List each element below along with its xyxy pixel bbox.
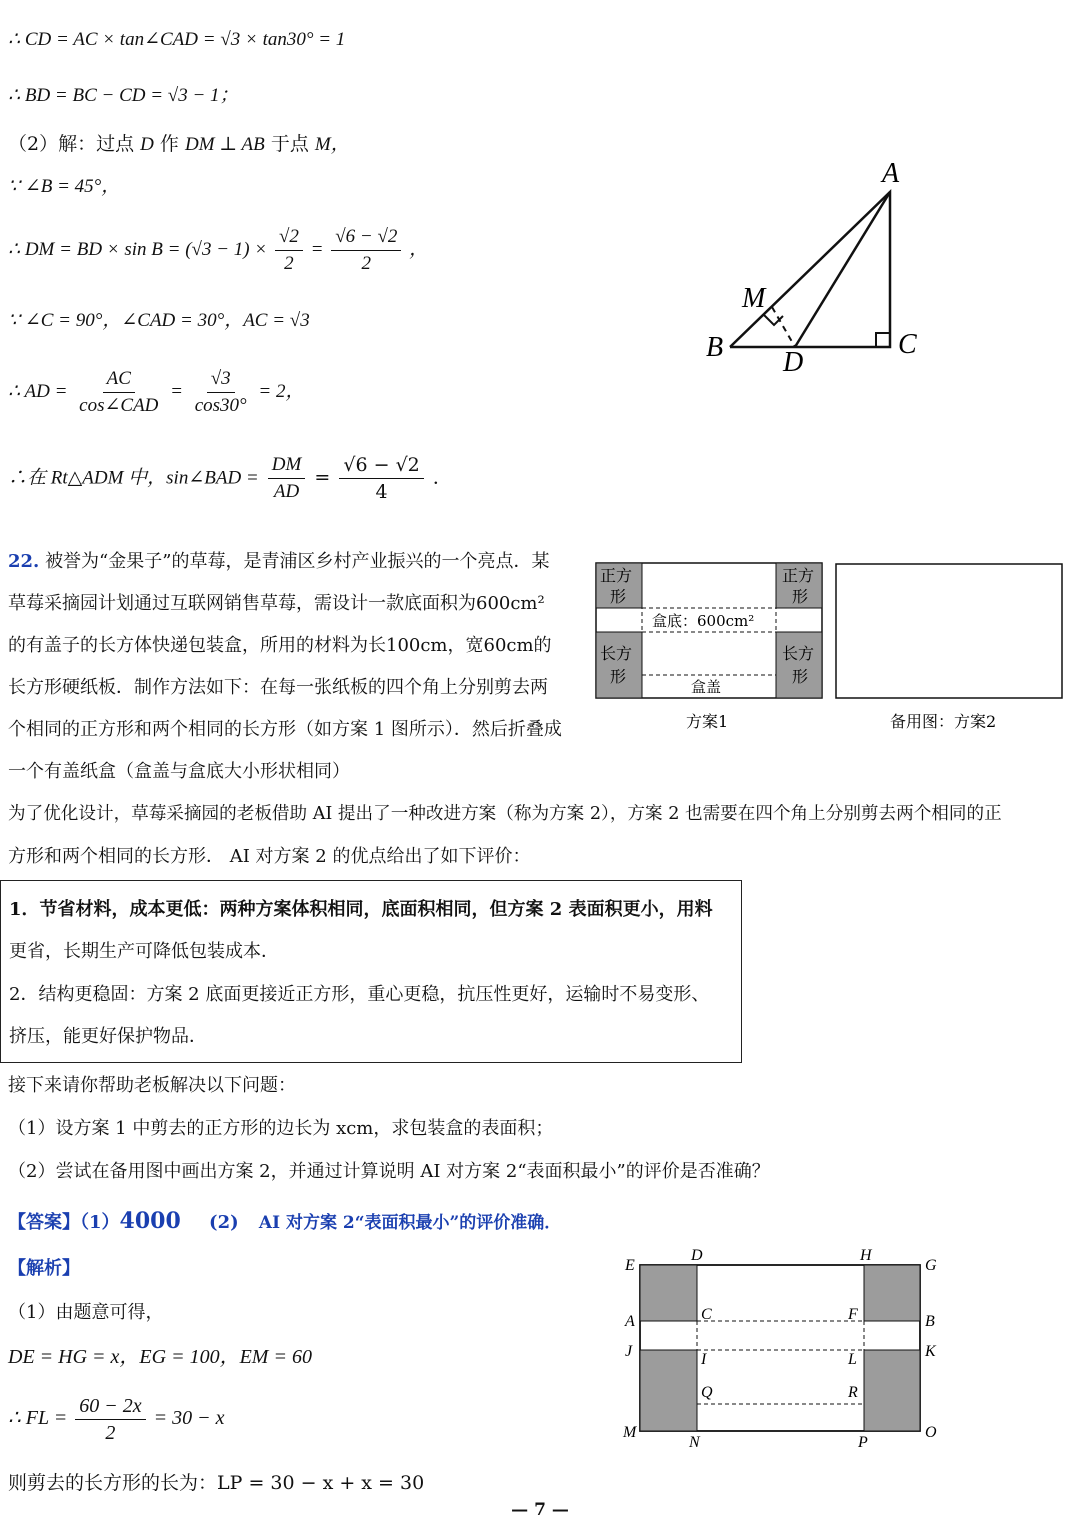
label-square-tl-2: 形: [610, 587, 627, 606]
box-line-0: [9, 889, 734, 931]
q22-wide-2: 方形和两个相同的长方形． AI 对方案 2 的优点给出了如下评价：: [8, 846, 531, 867]
answer-part2: (2): [209, 1212, 239, 1233]
q22-line-3: 长方形硬纸板．制作方法如下：在每一张纸板的四个角上分别剪去两: [8, 677, 548, 698]
box-text: 1．节省材料，成本更低：两种方案体积相同，底面积相同，但方案 2 表面积更小，用料: [9, 899, 713, 920]
cut-rect-bottom-right: [864, 1350, 920, 1431]
frac-sqrt3-over-cos30: [191, 366, 251, 419]
frac-num: √6 − √2: [339, 452, 423, 479]
label-m: M: [623, 1424, 637, 1441]
analysis-line-4: 则剪去的长方形的长为：LP = 30 − x + x = 30: [8, 1472, 425, 1494]
line-cd: ∴ CD = AC × tan∠CAD = √3 × tan30° = 1: [8, 29, 346, 50]
sub2-head: （2）解：过点: [8, 133, 135, 155]
line-sin-bad: ∴在 Rt△ADM 中，sin∠BAD = $\frac{DM}{AD}$ = $\frac{√6 - √2}{4}$ ．: [8, 454, 452, 503]
ad-expr: ∴ AD =: [8, 380, 68, 402]
caption-scheme1: 方案1: [686, 712, 729, 731]
label-c: C: [701, 1306, 712, 1323]
label-d: D: [783, 347, 804, 378]
line-dm: ∴ DM = BD × sin B = (√3 − 1) × $\frac{√2}{2}$ = $\frac{√6 - √2}{2}$ ，: [8, 224, 428, 277]
after-box-0: 接下来请你帮助老板解决以下问题：: [8, 1075, 296, 1096]
after-box-2: （2）尝试在备用图中画出方案 2，并通过计算说明 AI 对方案 2“表面积最小”的评价是否准确？: [8, 1161, 770, 1182]
ai-evaluation-box: [0, 880, 742, 1063]
label-h: H: [860, 1247, 872, 1264]
q22-line-0: [8, 541, 549, 583]
cut-rect-bottom-left: [640, 1350, 697, 1431]
right-angle-c: [876, 333, 890, 347]
label-e: E: [625, 1257, 635, 1274]
q22-text-0: 被誉为“金果子”的草莓，是青浦区乡村产业振兴的一个亮点．某: [45, 551, 550, 572]
page-number: — 7 —: [511, 1500, 569, 1520]
frac-den: 2: [105, 1422, 116, 1444]
label-square-tl-1: 正方: [600, 566, 633, 585]
label-m: M: [742, 283, 766, 314]
frac-sqrt6-sqrt2-over-4: [339, 452, 423, 505]
triangle-figure: [690, 150, 950, 380]
frac-den: 2: [284, 253, 294, 274]
label-f: F: [848, 1306, 858, 1323]
after-box-1: （1）设方案 1 中剪去的正方形的边长为 xcm，求包装盒的表面积；: [8, 1118, 554, 1139]
cut-rect-bottom-left: [596, 632, 642, 698]
label-bottom: 盒底：600cm²: [652, 612, 755, 630]
label-g: G: [925, 1257, 937, 1274]
question-number: 22.: [8, 551, 40, 572]
frac-den: cos∠CAD: [79, 395, 159, 416]
line-c90: ∵ ∠C = 90°，∠CAD = 30°，AC = √3: [8, 310, 310, 331]
cut-rect-bottom-right: [776, 632, 822, 698]
scheme1-diagram: [594, 560, 826, 740]
label-lid: 盒盖: [691, 678, 722, 696]
label-n: N: [689, 1434, 700, 1451]
segment-dm: [772, 307, 795, 347]
line-bd: ∴ BD = BC − CD = √3 − 1；: [8, 85, 239, 106]
eq-2: = 2，: [258, 380, 305, 402]
box-line-3: 挤压，能更好保护物品．: [9, 1026, 207, 1047]
sin-prefix: ∴在 Rt△ADM 中，sin∠BAD =: [8, 467, 259, 489]
label-square-tr-2: 形: [792, 587, 809, 606]
label-i: I: [701, 1351, 707, 1368]
dm-perp-ab: DM ⊥ AB: [184, 134, 265, 155]
q22-wide-1: 为了优化设计，草莓采摘园的老板借助 AI 提出了一种改进方案（称为方案 2），方案 2 也需要在四个角上分别剪去两个相同的正: [8, 804, 1002, 824]
frac-sqrt2-over-2: [275, 224, 303, 277]
label-c: C: [898, 329, 917, 360]
answer-line: [8, 1200, 561, 1244]
label-a: A: [625, 1313, 635, 1330]
answer-value1: 4000: [119, 1208, 181, 1234]
frac-den: 2: [361, 253, 372, 274]
labeled-layout-figure: [615, 1240, 945, 1455]
frac-num: AC: [103, 366, 135, 393]
point-m: M，: [314, 134, 350, 155]
frac-num: √2: [275, 224, 303, 251]
line-b45: ∵ ∠B = 45°，: [8, 176, 121, 197]
label-square-tr-1: 正方: [782, 566, 815, 585]
label-k: K: [925, 1343, 936, 1360]
label-q: Q: [701, 1384, 713, 1401]
label-rect-bl-1: 长方: [600, 644, 633, 663]
frac-num: 60 − 2x: [75, 1393, 145, 1420]
label-r: R: [848, 1384, 858, 1401]
q22-line-5: 一个有盖纸盒（盒盖与盒底大小形状相同）: [8, 761, 350, 782]
scheme2-spare-diagram: [833, 560, 1073, 740]
q22-line-1: 草莓采摘园计划通过互联网销售草莓，需设计一款底面积为600cm²: [8, 593, 545, 614]
answer-part1: （1）: [80, 1212, 120, 1233]
frac-den: AD: [273, 481, 300, 502]
analysis-line-0: （1）由题意可得，: [8, 1302, 164, 1323]
cut-square-top-left: [640, 1265, 697, 1321]
frac-dm-over-ad: [268, 452, 306, 505]
line-ad: ∴ AD = $\frac{AC}{\text{cos∠CAD}}$ = $\frac{√3}{\cos 30^\circ}$ = 2，: [8, 366, 305, 419]
analysis-tag: 【解析】: [8, 1258, 80, 1279]
caption-scheme2: 备用图：方案2: [890, 712, 997, 731]
label-b: B: [706, 332, 724, 363]
label-p: P: [858, 1434, 868, 1451]
frac-ac-over-cos: [75, 366, 162, 419]
frac-den: cos30°: [194, 395, 247, 416]
label-rect-br-2: 形: [792, 667, 809, 686]
label-rect-bl-2: 形: [610, 667, 627, 686]
dm-expr: ∴ DM = BD × sin B = (√3 − 1) ×: [8, 238, 268, 260]
label-b: B: [925, 1313, 935, 1330]
frac-den: 4: [375, 481, 388, 503]
label-l: L: [848, 1351, 857, 1368]
answer-tag: 【答案】: [8, 1212, 80, 1233]
point-d: D: [140, 134, 154, 155]
cut-square-top-right: [864, 1265, 920, 1321]
frac-60-2x-over-2: [75, 1393, 145, 1446]
frac-num: √6 − √2: [331, 224, 401, 251]
fl-result: = 30 − x: [153, 1407, 225, 1430]
fl-expr: ∴ FL =: [8, 1407, 68, 1430]
label-o: O: [925, 1424, 937, 1441]
box-line-1: 更省，长期生产可降低包装成本．: [9, 941, 279, 962]
label-rect-br-1: 长方: [782, 644, 815, 663]
spare-rectangle: [836, 564, 1062, 698]
frac-sqrt6-sqrt2-over-2: [331, 224, 401, 277]
label-d: D: [691, 1247, 703, 1264]
line-sub2: [8, 131, 350, 158]
label-a: A: [882, 158, 900, 189]
label-j: J: [625, 1343, 633, 1360]
analysis-line-fl: [8, 1393, 224, 1446]
sub2-mid2: 于点: [270, 133, 309, 155]
analysis-line-1: DE = HG = x，EG = 100，EM = 60: [8, 1346, 312, 1368]
frac-num: DM: [268, 452, 306, 479]
frac-num: √3: [207, 366, 235, 393]
q22-line-4: 个相同的正方形和两个相同的长方形（如方案 1 图所示）．然后折叠成: [8, 719, 562, 740]
sub2-mid1: 作: [159, 133, 179, 155]
answer-text2: AI 对方案 2“表面积最小”的评价准确．: [258, 1213, 562, 1233]
box-line-2: 2．结构更稳固：方案 2 底面更接近正方形，重心更稳，抗压性更好，运输时不易变形、: [9, 984, 710, 1005]
q22-line-2: 的有盖子的长方体快递包装盒，所用的材料为长100cm，宽60cm的: [8, 635, 552, 656]
right-angle-m: [764, 315, 783, 325]
